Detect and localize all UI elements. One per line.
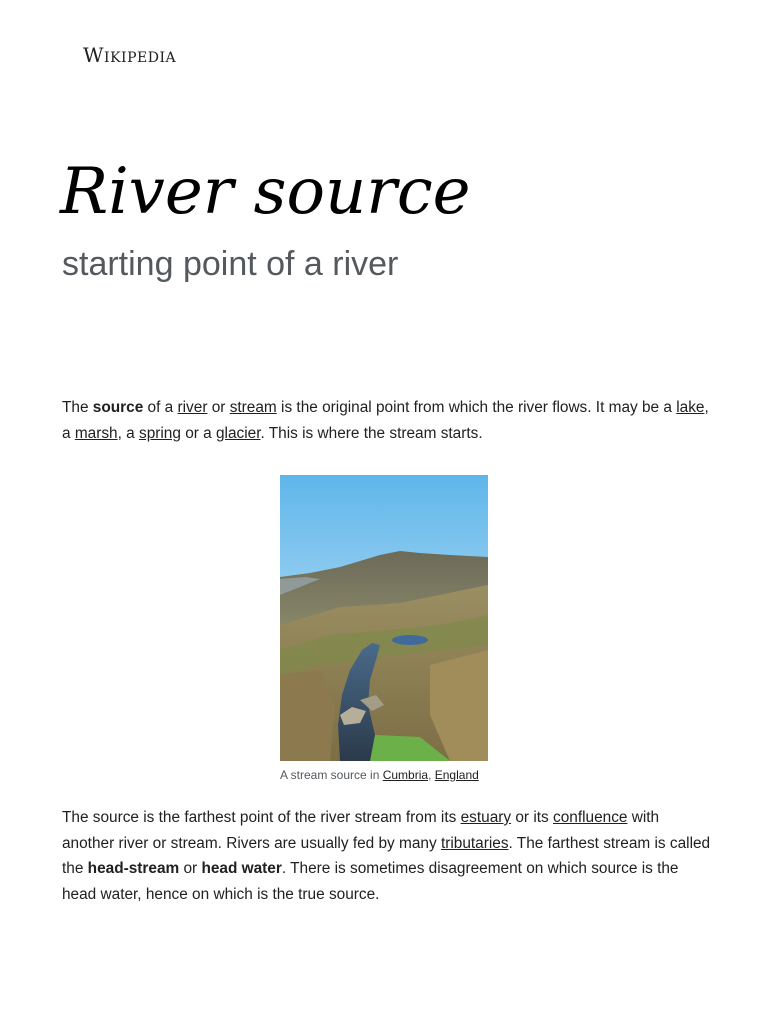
link-tributaries[interactable]: tributaries [440,834,509,852]
text-run: is the original point from which the river flows. It may be a [276,399,677,416]
text-run: . This is where the stream starts. [260,424,483,442]
text-run: or its [511,809,553,826]
link-stream[interactable]: stream [229,399,277,416]
wikipedia-logo[interactable]: Wikipedia [83,43,177,67]
link-england[interactable]: England [434,768,479,782]
bold-term-head-water: head water [201,860,282,878]
bold-term-head-stream: head-stream [87,860,180,878]
page-subtitle: starting point of a river [62,245,399,283]
bold-term-source: source [92,399,144,416]
body-paragraph [62,805,712,907]
link-river[interactable]: river [177,399,208,416]
page-title: River source [60,155,471,229]
text-run: . The farthest stream is called the [62,834,711,878]
text-run: with another river or stream. Rivers are usually fed by many [62,809,660,852]
text-run: , a [62,399,709,442]
stream-source-photo[interactable] [280,475,488,761]
link-spring[interactable]: spring [139,424,181,442]
text-run: or [179,860,202,878]
text-run: , a [117,424,139,442]
intro-paragraph [62,395,712,446]
caption-separator: , [428,768,435,782]
text-run: of a [143,399,178,416]
link-estuary[interactable]: estuary [460,809,512,826]
text-run: The [62,399,93,416]
link-glacier[interactable]: glacier [216,424,261,442]
link-cumbria[interactable]: Cumbria [382,768,429,782]
caption-text: A stream source in [280,768,383,782]
link-marsh[interactable]: marsh [74,424,118,442]
text-run: or [207,399,230,416]
text-run: The source is the farthest point of the river stream from its [62,809,461,826]
stream-source-figure [280,475,488,783]
text-run: or a [180,424,216,442]
figure-caption [280,767,488,783]
link-lake[interactable]: lake [676,399,705,416]
text-run: . There is sometimes disagreement on which source is the head water, hence on which is the true source. [62,860,679,903]
link-confluence[interactable]: confluence [553,809,628,826]
